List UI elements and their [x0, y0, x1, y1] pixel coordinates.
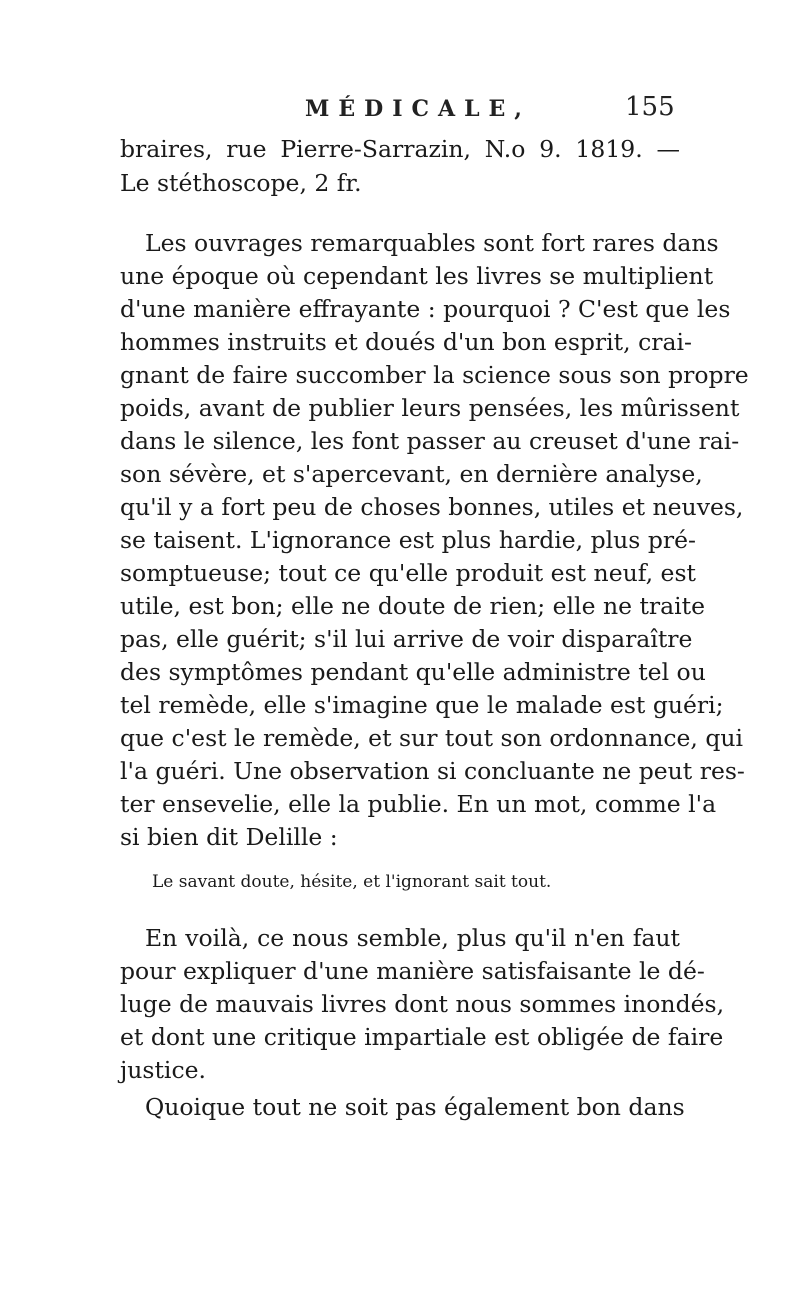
text-line: pour expliquer d'une manière satisfaisante le dé-	[120, 957, 705, 985]
verse-quotation: Le savant doute, hésite, et l'ignorant sait tout.	[152, 872, 552, 892]
running-title: MÉDICALE,	[305, 96, 531, 122]
text-line: qu'il y a fort peu de choses bonnes, utiles et neuves,	[120, 493, 744, 521]
text-line: une époque où cependant les livres se multiplient	[120, 262, 714, 290]
text-line: hommes instruits et doués d'un bon esprit, crai-	[120, 328, 692, 356]
text-line: tel remède, elle s'imagine que le malade est guéri;	[120, 691, 724, 719]
text-line: se taisent. L'ignorance est plus hardie, plus pré-	[120, 526, 696, 554]
text-line: somptueuse; tout ce qu'elle produit est neuf, est	[120, 559, 696, 587]
paragraph-start-line: En voilà, ce nous semble, plus qu'il n'en faut	[145, 924, 680, 952]
text-line: d'une manière effrayante : pourquoi ? C'est que les	[120, 295, 731, 323]
text-line: et dont une critique impartiale est obligée de faire	[120, 1023, 724, 1051]
text-line: gnant de faire succomber la science sous son propre	[120, 361, 749, 389]
text-line: l'a guéri. Une observation si concluante ne peut res-	[120, 757, 745, 785]
text-line: ter ensevelie, elle la publie. En un mot, comme l'a	[120, 790, 717, 818]
text-line: que c'est le remède, et sur tout son ordonnance, qui	[120, 724, 744, 752]
text-line: braires, rue Pierre-Sarrazin, N.o 9. 1819. —	[120, 135, 680, 163]
page-number: 155	[625, 92, 675, 122]
text-line: des symptômes pendant qu'elle administre tel ou	[120, 658, 706, 686]
paragraph-start-line: Les ouvrages remarquables sont fort rares dans	[145, 229, 719, 257]
text-line: dans le silence, les font passer au creuset d'une rai-	[120, 427, 740, 455]
text-line: pas, elle guérit; s'il lui arrive de voir disparaître	[120, 625, 693, 653]
text-line: justice.	[120, 1056, 206, 1084]
paragraph-start-line: Quoique tout ne soit pas également bon dans	[145, 1093, 685, 1121]
text-line: utile, est bon; elle ne doute de rien; elle ne traite	[120, 592, 706, 620]
text-line: luge de mauvais livres dont nous sommes inondés,	[120, 990, 725, 1018]
text-line: son sévère, et s'apercevant, en dernière analyse,	[120, 460, 703, 488]
text-line: si bien dit Delille :	[120, 823, 338, 851]
text-line: Le stéthoscope, 2 fr.	[120, 169, 362, 197]
text-line: poids, avant de publier leurs pensées, les mûrissent	[120, 394, 740, 422]
